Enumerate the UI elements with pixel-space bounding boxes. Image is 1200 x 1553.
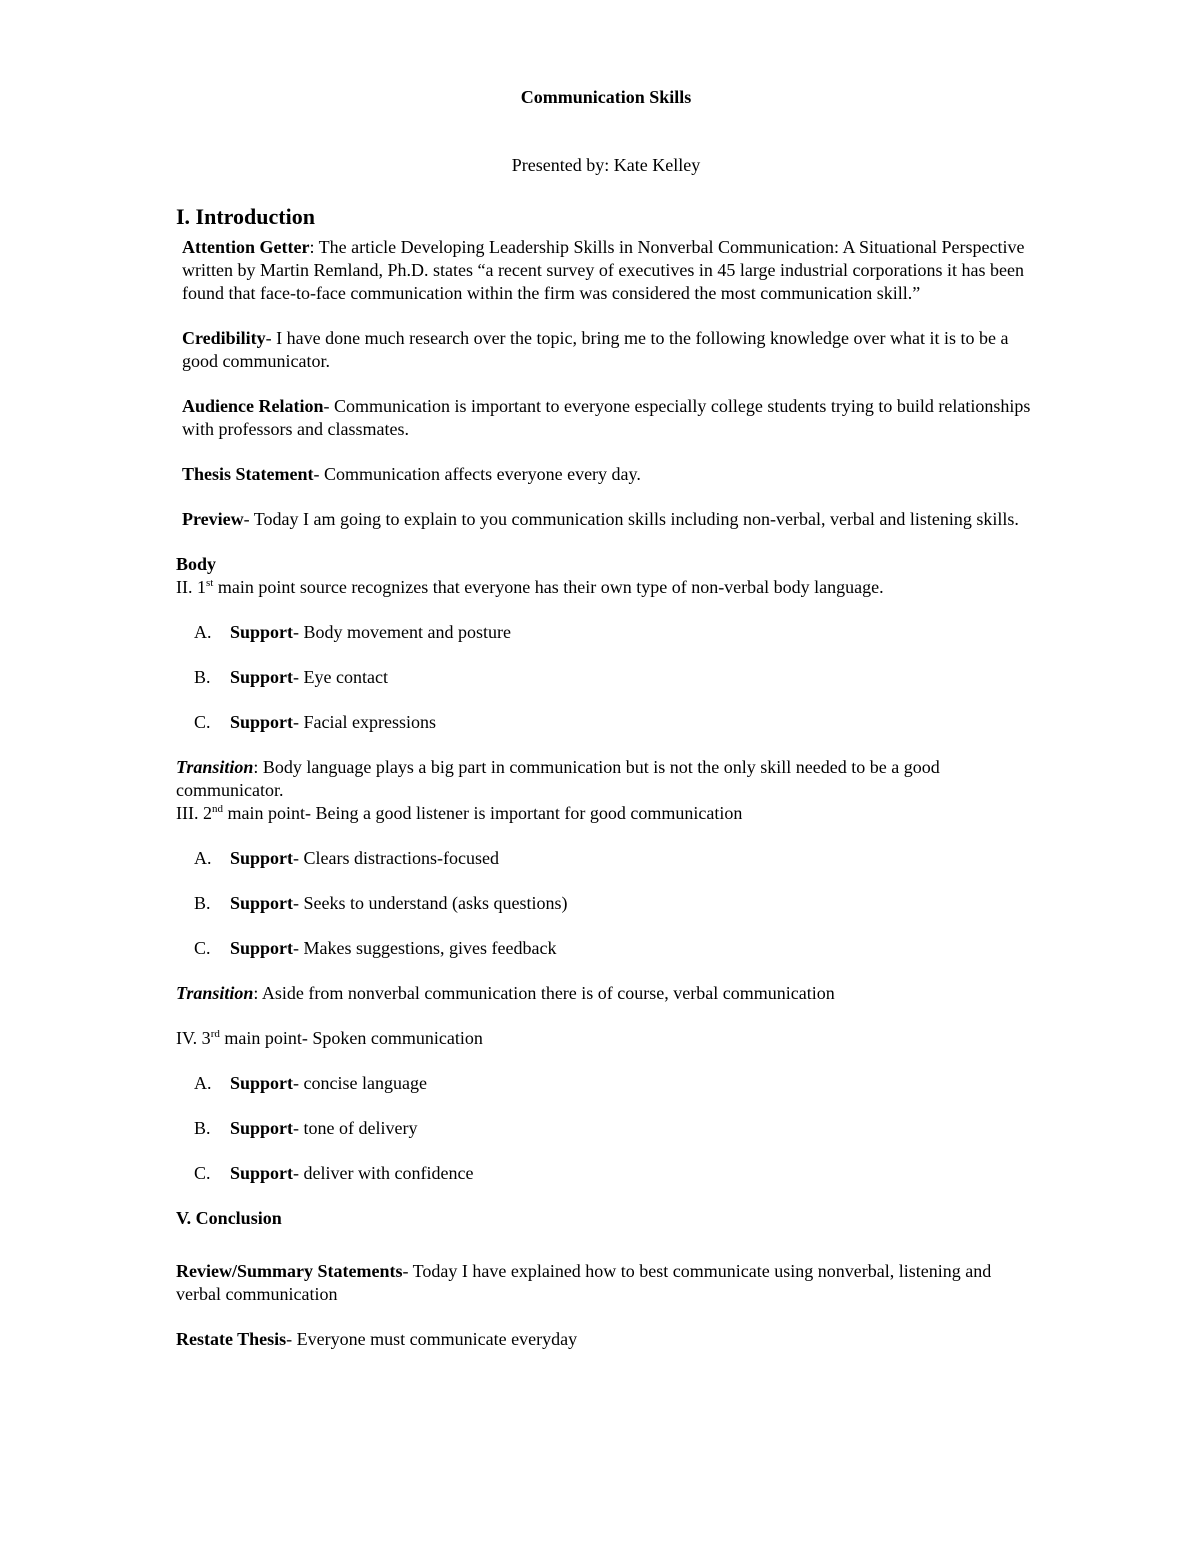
thesis-statement-paragraph [176, 463, 1036, 486]
audience-relation-text: - Communication is important to everyone especially college students trying to build relationships with professors and classmates. [182, 396, 1031, 439]
support-text: - Facial expressions [293, 712, 436, 732]
list-item [176, 847, 1036, 870]
audience-relation-paragraph [176, 395, 1036, 441]
list-item [176, 1072, 1036, 1095]
support-letter: A. [194, 1073, 212, 1093]
main-point-3-ordinal: rd [210, 1028, 220, 1040]
thesis-statement-text: - Communication affects everyone every day. [313, 464, 641, 484]
main-point-3-supports [176, 1072, 1036, 1185]
main-point-3-prefix: IV. 3 [176, 1028, 211, 1048]
main-point-2 [176, 802, 1036, 825]
preview-paragraph [176, 508, 1036, 531]
review-summary-paragraph [176, 1260, 1036, 1306]
document-page [176, 86, 1036, 1373]
main-point-2-supports [176, 847, 1036, 960]
main-point-1-prefix: II. 1 [176, 577, 206, 597]
conclusion-heading: V. Conclusion [176, 1208, 282, 1228]
transition-1-label: Transition [176, 757, 254, 777]
support-label: Support [230, 893, 294, 913]
main-point-3 [176, 1027, 1036, 1050]
attention-getter-text: : The article Developing Leadership Skills in Nonverbal Communication: A Situational Perspective written by Martin Remland, Ph.D. states “a recent survey of executives in 45 large industrial corporations it has been found that face-to-face communication within the firm was considered the most communication skill.” [182, 237, 1025, 303]
main-point-2-prefix: III. 2 [176, 803, 212, 823]
credibility-paragraph [176, 327, 1036, 373]
support-letter: A. [194, 848, 212, 868]
support-letter: B. [194, 667, 211, 687]
main-point-2-text: main point- Being a good listener is important for good communication [222, 803, 743, 823]
restate-thesis-paragraph [176, 1328, 1036, 1351]
presenter-line: Presented by: Kate Kelley [511, 155, 701, 175]
preview-label: Preview [182, 509, 244, 529]
list-item [176, 892, 1036, 915]
introduction-heading: I. Introduction [176, 204, 315, 229]
support-letter: C. [194, 712, 211, 732]
support-text: - concise language [293, 1073, 427, 1093]
restate-thesis-text: - Everyone must communicate everyday [286, 1329, 578, 1349]
transition-2-label: Transition [176, 983, 254, 1003]
main-point-1 [176, 576, 1036, 599]
review-summary-text: - Today I have explained how to best communicate using nonverbal, listening and verbal communication [176, 1261, 992, 1304]
support-letter: C. [194, 1163, 211, 1183]
list-item [176, 711, 1036, 734]
support-text: - deliver with confidence [293, 1163, 474, 1183]
body-heading: Body [176, 554, 217, 574]
support-text: - tone of delivery [293, 1118, 418, 1138]
main-point-2-ordinal: nd [211, 803, 223, 815]
transition-1-text: : Body language plays a big part in communication but is not the only skill needed to be a good communicator. [176, 757, 940, 800]
main-point-1-ordinal: st [206, 577, 214, 589]
preview-text: - Today I am going to explain to you communication skills including non-verbal, verbal and listening skills. [243, 509, 1019, 529]
audience-relation-label: Audience Relation [182, 396, 324, 416]
support-letter: B. [194, 893, 211, 913]
attention-getter-paragraph [176, 236, 1036, 305]
restate-thesis-label: Restate Thesis [176, 1329, 287, 1349]
main-point-1-supports [176, 621, 1036, 734]
support-label: Support [230, 1118, 294, 1138]
support-text: - Clears distractions-focused [293, 848, 499, 868]
support-text: - Body movement and posture [293, 622, 511, 642]
support-letter: C. [194, 938, 211, 958]
credibility-label: Credibility [182, 328, 266, 348]
support-label: Support [230, 712, 294, 732]
support-letter: A. [194, 622, 212, 642]
support-label: Support [230, 848, 294, 868]
transition-2-text: : Aside from nonverbal communication there is of course, verbal communication [253, 983, 835, 1003]
main-point-3-text: main point- Spoken communication [219, 1028, 483, 1048]
review-summary-label: Review/Summary Statements [176, 1261, 403, 1281]
support-label: Support [230, 1073, 294, 1093]
support-label: Support [230, 938, 294, 958]
thesis-statement-label: Thesis Statement [182, 464, 314, 484]
list-item [176, 1117, 1036, 1140]
transition-1 [176, 756, 1036, 802]
main-point-1-text: main point source recognizes that everyone has their own type of non-verbal body language. [213, 577, 884, 597]
list-item [176, 1162, 1036, 1185]
document-title: Communication Skills [520, 87, 692, 107]
support-label: Support [230, 1163, 294, 1183]
support-letter: B. [194, 1118, 211, 1138]
transition-2 [176, 982, 1036, 1005]
support-label: Support [230, 667, 294, 687]
list-item [176, 621, 1036, 644]
credibility-text: - I have done much research over the topic, bring me to the following knowledge over what it is to be a good communicator. [182, 328, 1009, 371]
list-item [176, 937, 1036, 960]
support-label: Support [230, 622, 294, 642]
attention-getter-label: Attention Getter [182, 237, 310, 257]
list-item [176, 666, 1036, 689]
support-text: - Makes suggestions, gives feedback [293, 938, 557, 958]
support-text: - Seeks to understand (asks questions) [293, 893, 568, 913]
support-text: - Eye contact [293, 667, 388, 687]
